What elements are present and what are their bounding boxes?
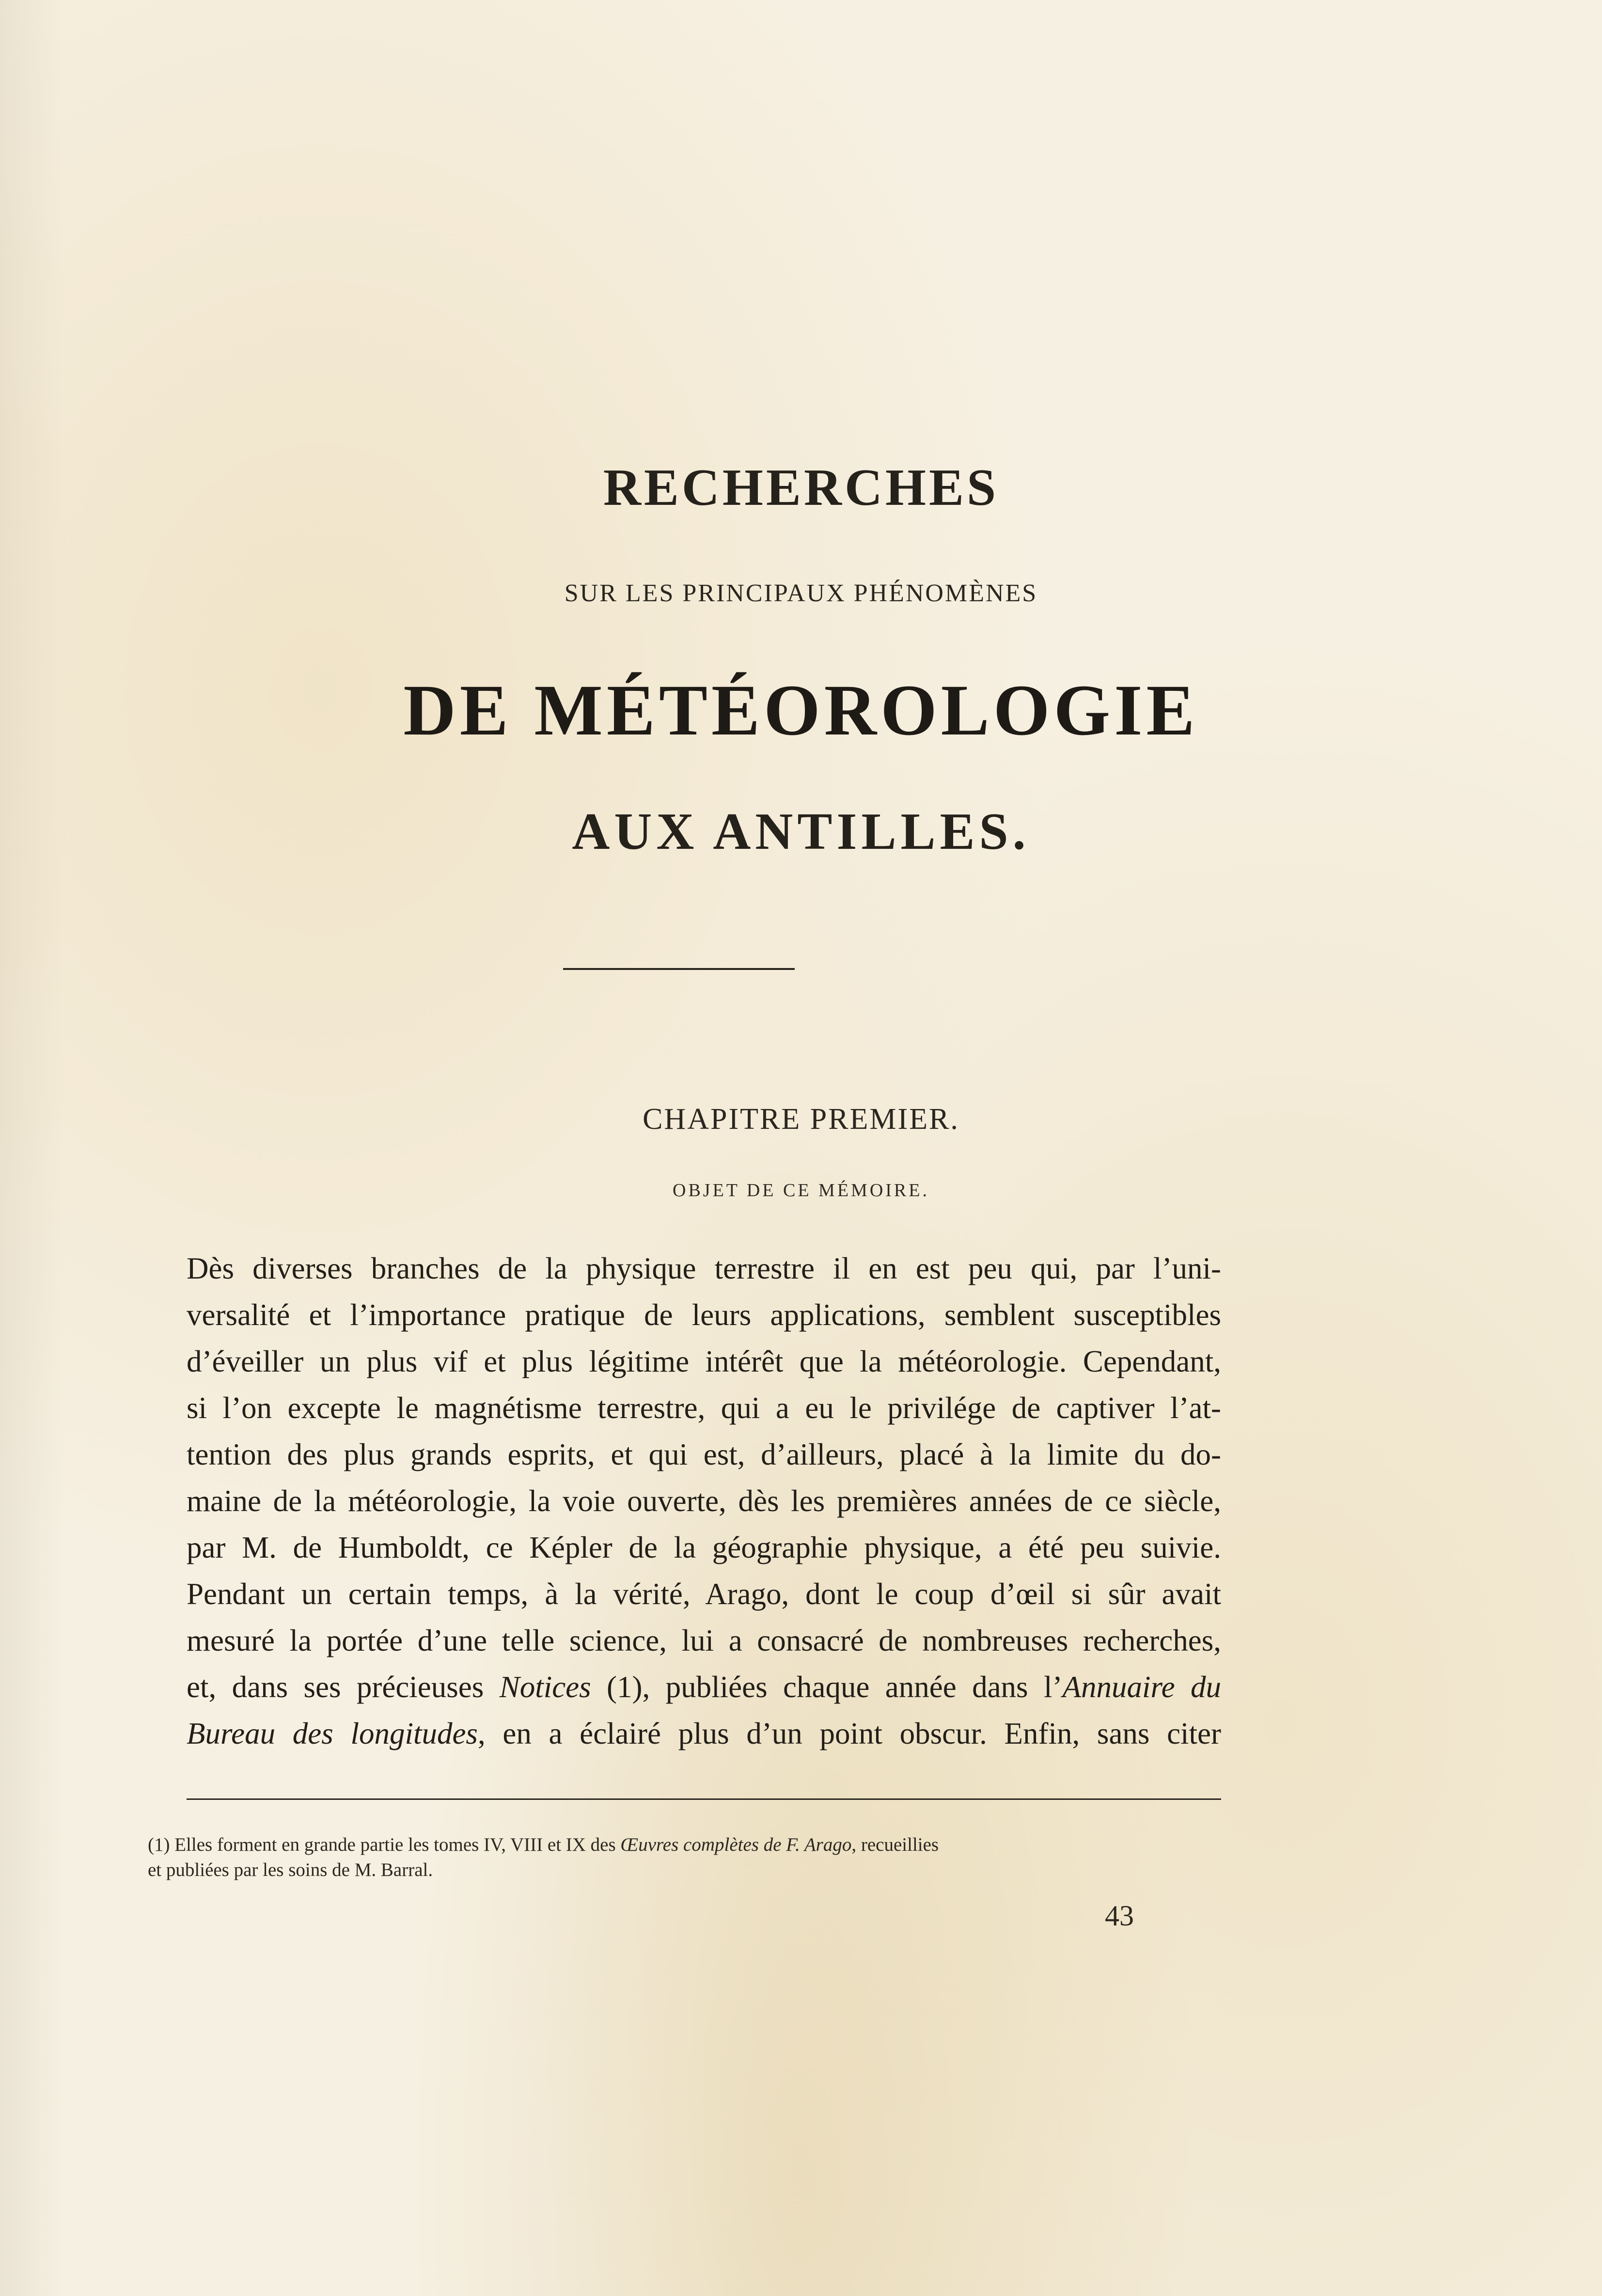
title-meteorologie: DE MÉTÉOROLOGIE (403, 670, 1199, 750)
body-line: versalité et l’importance pratique de leurs applications, semblent susceptibles (187, 1298, 1221, 1332)
body-line: maine de la météorologie, la voie ouverte, dès les premières années de ce siècle, (187, 1484, 1221, 1518)
title-divider-rule (563, 968, 795, 970)
body-line: si l’on excepte le magnétisme terrestre, qui a eu le privilége de captiver l’at- (187, 1391, 1221, 1425)
chapter-subheading: OBJET DE CE MÉMOIRE. (673, 1180, 929, 1201)
body-line: et, dans ses précieuses Notices (1), publiées chaque année dans l’Annuaire du (187, 1670, 1221, 1704)
body-line: par M. de Humboldt, ce Képler de la géographie physique, a été peu suivie. (187, 1531, 1221, 1564)
body-paragraph (187, 1245, 1221, 1757)
body-line: mesuré la portée d’une telle science, lui a consacré de nombreuses recherches, (187, 1624, 1221, 1657)
title-subtitle: SUR LES PRINCIPAUX PHÉNOMÈNES (564, 579, 1038, 607)
chapter-heading: CHAPITRE PREMIER. (643, 1103, 959, 1136)
body-line: tention des plus grands esprits, et qui est, d’ailleurs, placé à la limite du do- (187, 1437, 1221, 1471)
title-antilles: AUX ANTILLES. (572, 803, 1030, 860)
title-recherches: RECHERCHES (603, 459, 999, 516)
body-line: Bureau des longitudes, en a éclairé plus d’un point obscur. Enfin, sans citer (187, 1717, 1222, 1750)
body-line: Pendant un certain temps, à la vérité, Arago, dont le coup d’œil si sûr avait (187, 1577, 1221, 1611)
body-line: Dès diverses branches de la physique terrestre il en est peu qui, par l’uni- (187, 1251, 1221, 1285)
footnote-line: et publiées par les soins de M. Barral. (148, 1859, 433, 1880)
footnote (148, 1832, 1221, 1883)
footnote-line: (1) Elles forment en grande partie les tomes IV, VIII et IX des Œuvres complètes de F. Arago, recueillies (148, 1834, 939, 1855)
footnote-rule (187, 1798, 1221, 1800)
body-line: d’éveiller un plus vif et plus légitime intérêt que la météorologie. Cependant, (187, 1344, 1221, 1378)
page-number: 43 (1105, 1900, 1134, 1932)
